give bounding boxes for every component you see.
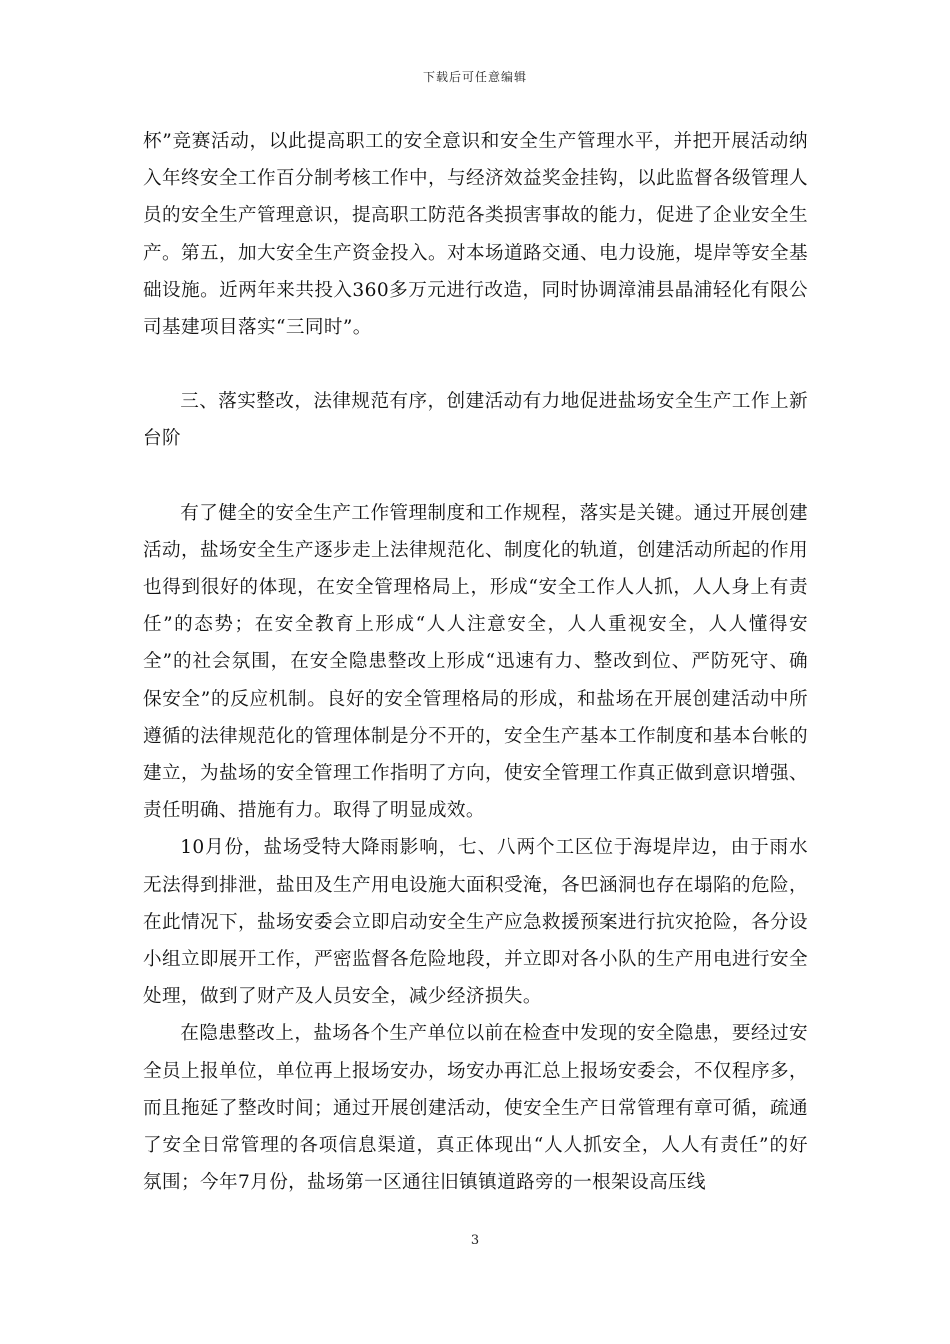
page-header-note: 下载后可任意编辑: [422, 70, 527, 84]
paragraph-october-rainstorm: 10月份，盐场受特大降雨影响，七、八两个工区位于海堤岸边，由于雨水无法得到排泄，盐田及生产用电设施大面积受淹，各巴涵洞也存在塌陷的危险，在此情况下，盐场安委会立即启动安全生产应急救援预案进行抗灾抢险，各分设小组立即展开工作，严密监督各危险地段，并立即对各小队的生产用电进行安全处理，做到了财产及人员安全，减少经济损失。: [143, 837, 808, 1008]
section-heading: 三、落实整改，法律规范有序，创建活动有力地促进盐场安全生产工作上新台阶: [143, 391, 808, 450]
document-body: [143, 123, 808, 1201]
page-number: 3: [470, 1233, 480, 1248]
paragraph-hazard-rectification: 在隐患整改上，盐场各个生产单位以前在检查中发现的安全隐患，要经过安全员上报单位，单位再上报场安办，场安办再汇总上报场安委会，不仅程序多，而且拖延了整改时间；通过开展创建活动，使安全生产日常管理有章可循，疏通了安全日常管理的各项信息渠道，真正体现出“人人抓安全，人人有责任”的好氛围；今年7月份，盐场第一区通往旧镇镇道路旁的一根架设高压线: [143, 1023, 808, 1194]
paragraph-continuation: 杯”竞赛活动，以此提高职工的安全意识和安全生产管理水平，并把开展活动纳入年终安全工作百分制考核工作中，与经济效益奖金挂钩，以此监督各级管理人员的安全生产管理意识，提高职工防范各类损害事故的能力，促进了企业安全生产。第五，加大安全生产资金投入。对本场道路交通、电力设施，堤岸等安全基础设施。近两年来共投入360多万元进行改造，同时协调漳浦县晶浦轻化有限公司基建项目落实“三同时”。: [143, 131, 808, 339]
paragraph-implementation: 有了健全的安全生产工作管理制度和工作规程，落实是关键。通过开展创建活动，盐场安全生产逐步走上法律规范化、制度化的轨道，创建活动所起的作用也得到很好的体现，在安全管理格局上，形成“安全工作人人抓，人人身上有责任”的态势；在安全教育上形成“人人注意安全，人人重视安全，人人懂得安全”的社会氛围，在安全隐患整改上形成“迅速有力、整改到位、严防死守、确保安全”的反应机制。良好的安全管理格局的形成，和盐场在开展创建活动中所遵循的法律规范化的管理体制是分不开的，安全生产基本工作制度和基本台帐的建立，为盐场的安全管理工作指明了方向，使安全管理工作真正做到意识增强、责任明确、措施有力。取得了明显成效。: [143, 502, 808, 822]
